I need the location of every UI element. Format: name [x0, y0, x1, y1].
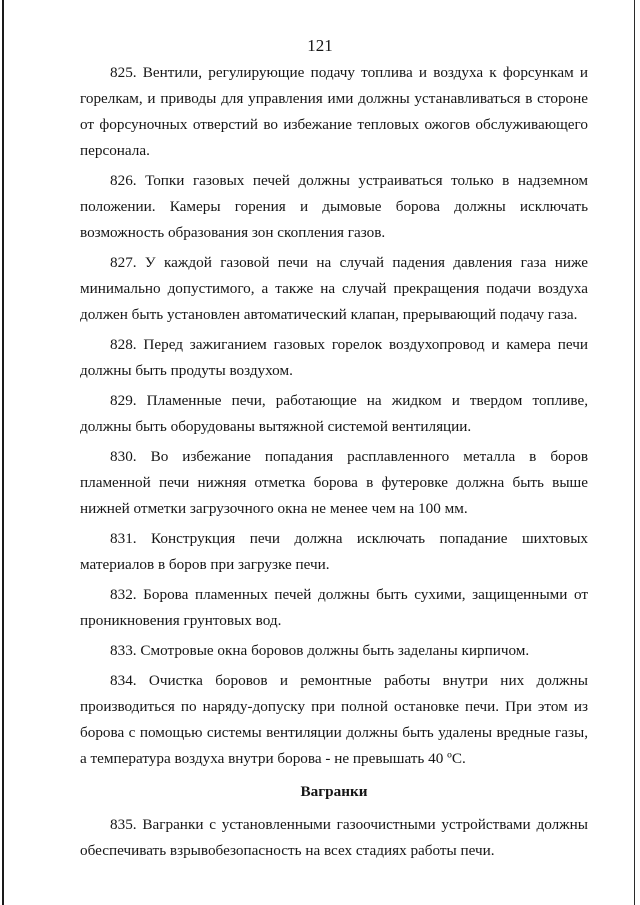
numbered-paragraph [80, 388, 588, 440]
paragraph-text: Смотровые окна боровов должны быть заделаны кирпичом. [140, 642, 530, 659]
numbered-paragraph [80, 668, 588, 772]
paragraph-number: 833. [110, 642, 137, 659]
paragraph-list [80, 60, 588, 772]
paragraph-text: Очистка боровов и ремонтные работы внутри них должны производиться по наряду-допуску при полной остановке печи. При этом из борова с помощью системы вентиляции должны быть удалены вредные газы, а температура воздуха внутри борова - не превышать 40 ºС. [80, 672, 588, 767]
paragraph-number: 825. [110, 64, 137, 81]
section-heading: Вагранки [300, 783, 368, 800]
numbered-paragraph [80, 444, 588, 522]
numbered-paragraph [80, 638, 588, 664]
paragraph-number: 832. [110, 586, 137, 603]
numbered-paragraph [80, 582, 588, 634]
paragraph-text: Вентили, регулирующие подачу топлива и воздуха к форсункам и горелкам, и приводы для управления ими должны устанавливаться в стороне от форсуночных отверстий во избежание тепловых ожогов обслуживающего персонала. [80, 64, 589, 159]
paragraph-text: Во избежание попадания расплавленного металла в боров пламенной печи нижняя отметка борова в футеровке должна быть выше нижней отметки загрузочного окна не менее чем на 100 мм. [80, 448, 588, 517]
paragraph-text: Пламенные печи, работающие на жидком и твердом топливе, должны быть оборудованы вытяжной системой вентиляции. [80, 392, 588, 435]
document-body [80, 60, 588, 868]
numbered-paragraph [80, 526, 588, 578]
scan-edge-left [2, 0, 4, 905]
paragraph-number: 827. [110, 254, 137, 271]
scan-edge-right [634, 0, 635, 905]
paragraph-text: Борова пламенных печей должны быть сухими, защищенными от проникновения грунтовых вод. [80, 586, 589, 629]
numbered-paragraph [80, 60, 588, 164]
paragraph-number: 829. [110, 392, 137, 409]
paragraph-number: 831. [110, 530, 137, 547]
paragraph-text: Вагранки с установленными газоочистными устройствами должны обеспечивать взрывобезопасность на всех стадиях работы печи. [80, 816, 588, 859]
paragraph-text: Конструкция печи должна исключать попадание шихтовых материалов в боров при загрузке печи. [80, 530, 588, 573]
paragraph-number: 834. [110, 672, 137, 689]
paragraph-number: 826. [110, 172, 137, 189]
numbered-paragraph [80, 168, 588, 246]
paragraph-number: 828. [110, 336, 137, 353]
paragraph-number: 835. [110, 816, 137, 833]
paragraph-text: У каждой газовой печи на случай падения давления газа ниже минимально допустимого, а также на случай прекращения подачи воздуха должен быть установлен автоматический клапан, прерывающий подачу газа. [80, 254, 588, 323]
numbered-paragraph [80, 812, 588, 864]
paragraph-text: Топки газовых печей должны устраиваться только в надземном положении. Камеры горения и дымовые борова должны исключать возможность образования зон скопления газов. [80, 172, 589, 241]
page-number: 121 [307, 36, 333, 55]
numbered-paragraph [80, 250, 588, 328]
numbered-paragraph [80, 332, 588, 384]
section-paragraph-list [80, 812, 588, 864]
paragraph-number: 830. [110, 448, 137, 465]
paragraph-text: Перед зажиганием газовых горелок воздухопровод и камера печи должны быть продуты воздухом. [80, 336, 588, 379]
